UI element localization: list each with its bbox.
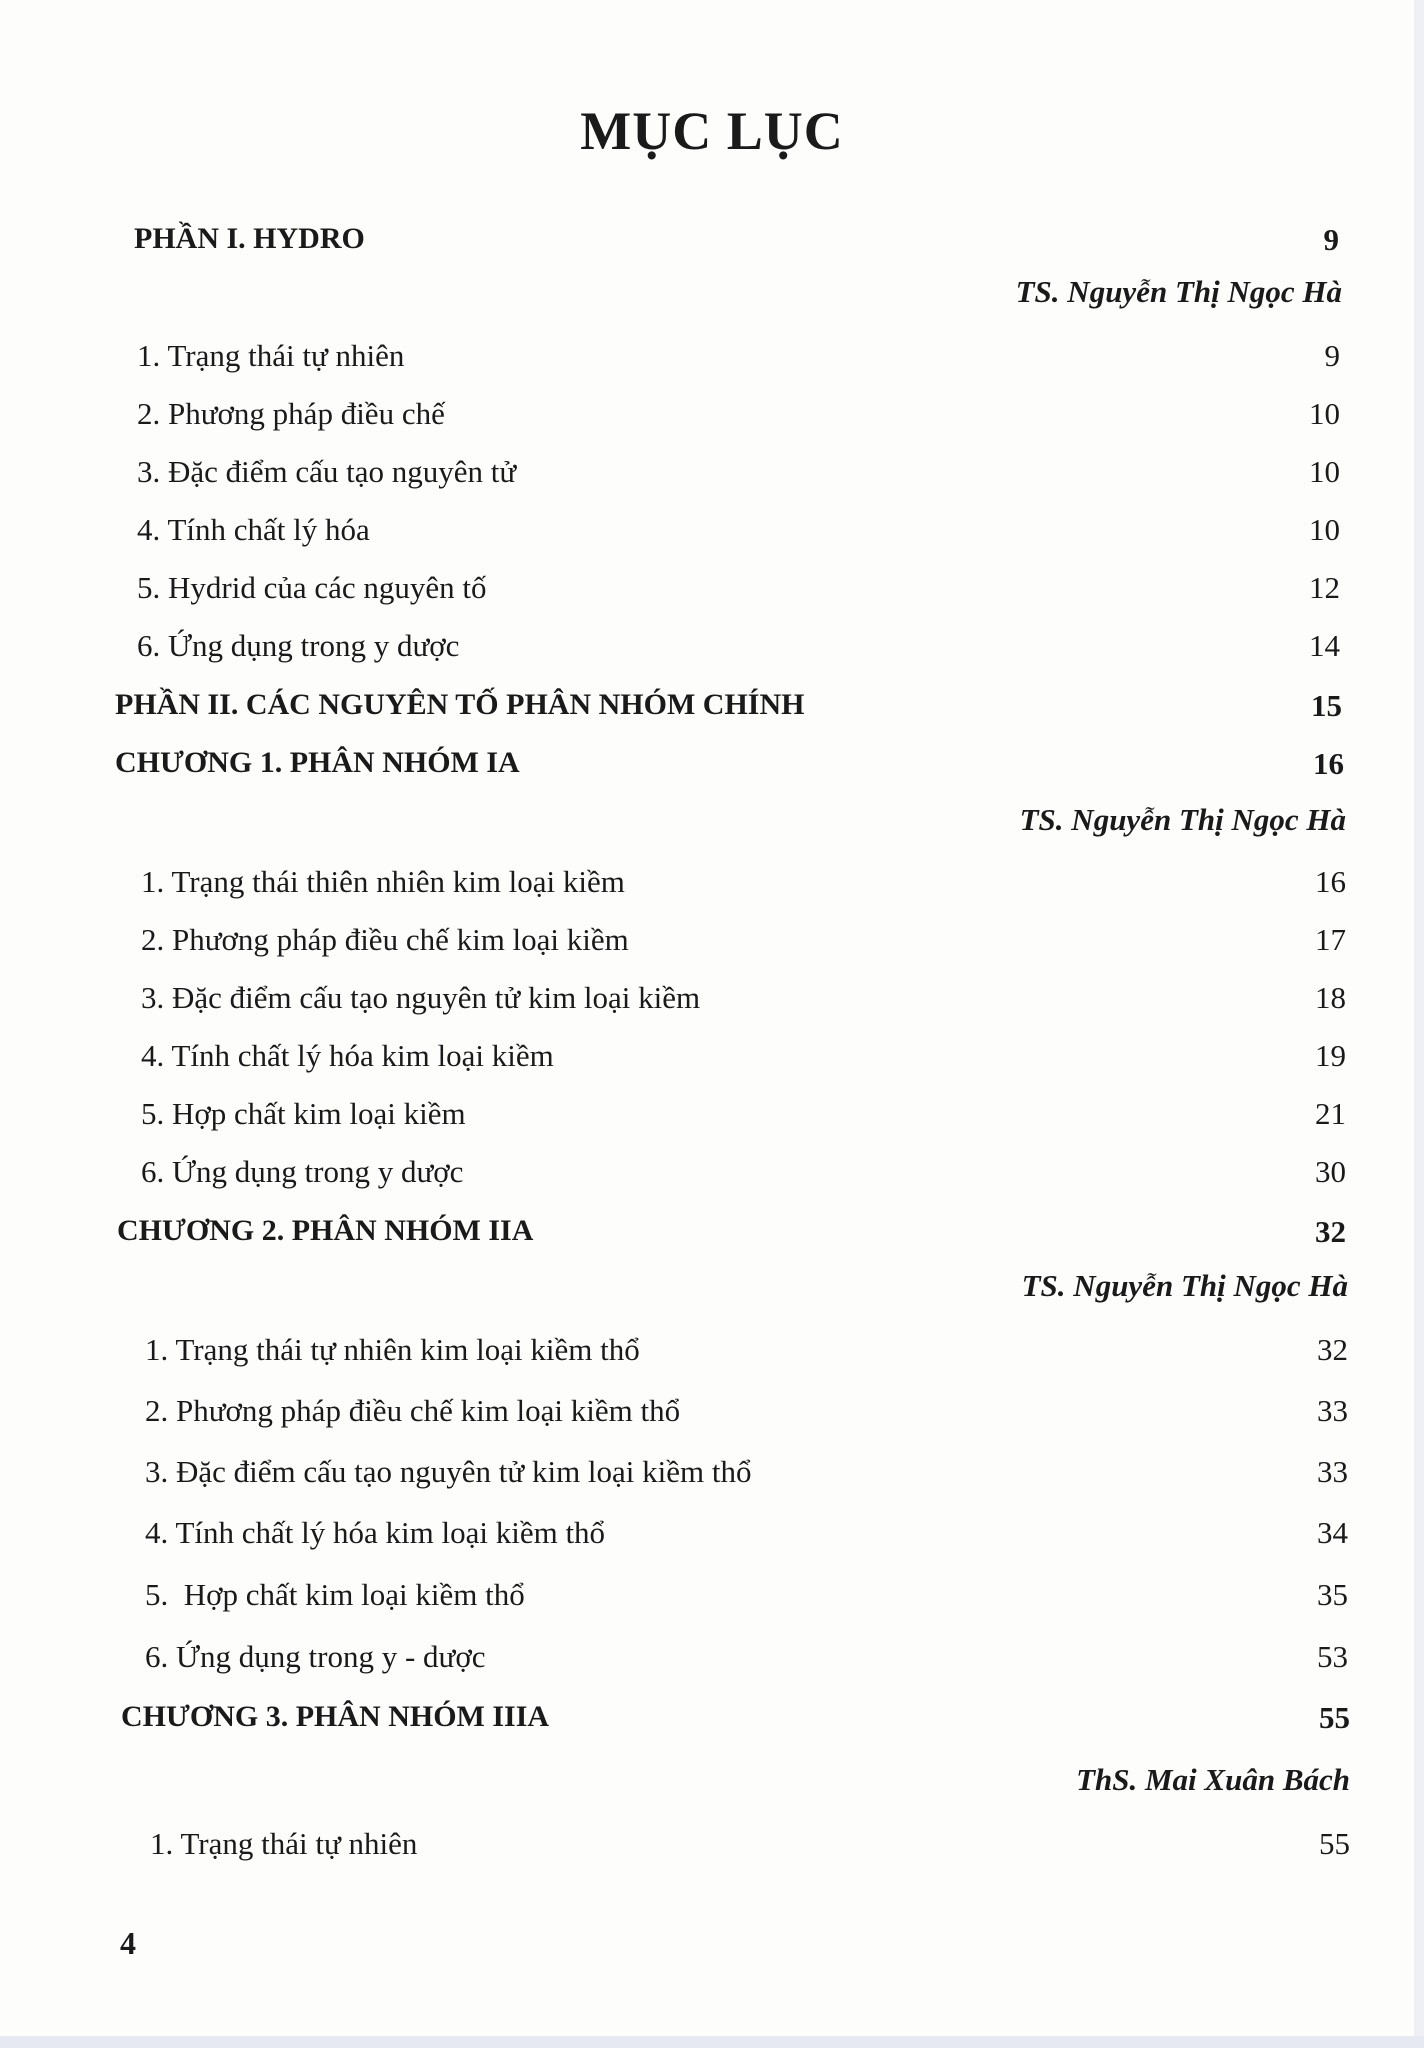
toc-entry [0, 628, 1424, 680]
toc-page-number: 14 [1309, 628, 1340, 663]
page-edge-shadow [1414, 0, 1424, 2048]
toc-label: 6. Ứng dụng trong y dược [137, 628, 460, 663]
toc-label: 3. Đặc điểm cấu tạo nguyên tử kim loại kiềm thổ [145, 1454, 752, 1489]
toc-entry [0, 1454, 1424, 1506]
toc-label: 2. Phương pháp điều chế kim loại kiềm thổ [145, 1393, 681, 1428]
toc-page-number: 55 [1319, 1826, 1350, 1861]
toc-author: TS. Nguyễn Thị Ngọc Hà [1019, 802, 1346, 837]
toc-label: 6. Ứng dụng trong y - dược [145, 1639, 486, 1674]
toc-label: 5. Hydrid của các nguyên tố [137, 570, 487, 605]
toc-page-number: 18 [1315, 980, 1346, 1015]
toc-entry [0, 1515, 1424, 1567]
toc-page-number: 9 [1324, 338, 1340, 373]
toc-entry [0, 396, 1424, 448]
toc-entry [0, 1639, 1424, 1691]
toc-chapter-heading [0, 1700, 1424, 1752]
toc-label: CHƯƠNG 2. PHÂN NHÓM IIA [117, 1214, 534, 1247]
toc-page-number: 53 [1317, 1639, 1348, 1674]
toc-chapter-heading [0, 1214, 1424, 1266]
toc-label: 5. Hợp chất kim loại kiềm [141, 1096, 466, 1131]
toc-author: TS. Nguyễn Thị Ngọc Hà [1015, 274, 1342, 309]
toc-entry [0, 980, 1424, 1032]
toc-page-number: 10 [1309, 454, 1340, 489]
toc-page-number: 21 [1315, 1096, 1346, 1131]
toc-page-number: 35 [1317, 1577, 1348, 1612]
toc-part-heading [0, 222, 1424, 274]
toc-chapter-heading [0, 746, 1424, 798]
toc-entry [0, 922, 1424, 974]
toc-label: CHƯƠNG 1. PHÂN NHÓM IA [115, 746, 520, 779]
toc-page-number: 33 [1317, 1393, 1348, 1428]
toc-author: TS. Nguyễn Thị Ngọc Hà [1021, 1268, 1348, 1303]
toc-entry [0, 1096, 1424, 1148]
page-edge-bottom [0, 2036, 1424, 2048]
toc-entry [0, 570, 1424, 622]
toc-entry [0, 1826, 1424, 1878]
toc-label: 2. Phương pháp điều chế kim loại kiềm [141, 922, 629, 957]
toc-entry [0, 338, 1424, 390]
toc-page-number: 10 [1309, 396, 1340, 431]
toc-entry [0, 1393, 1424, 1445]
toc-label: PHẦN II. CÁC NGUYÊN TỐ PHÂN NHÓM CHÍNH [115, 688, 805, 721]
toc-label: 5. Hợp chất kim loại kiềm thổ [145, 1577, 525, 1612]
toc-page-number: 32 [1315, 1214, 1346, 1249]
toc-label: 2. Phương pháp điều chế [137, 396, 445, 431]
toc-label: 1. Trạng thái tự nhiên [150, 1826, 418, 1861]
toc-label: 4. Tính chất lý hóa kim loại kiềm thổ [145, 1515, 606, 1550]
toc-page-number: 33 [1317, 1454, 1348, 1489]
toc-label: 1. Trạng thái tự nhiên kim loại kiềm thổ [145, 1332, 640, 1367]
toc-entry [0, 1332, 1424, 1384]
toc-page-number: 32 [1317, 1332, 1348, 1367]
toc-entry [0, 454, 1424, 506]
toc-page-number: 16 [1313, 746, 1344, 781]
toc-label: 1. Trạng thái tự nhiên [137, 338, 405, 373]
page-number-footer: 4 [120, 1925, 136, 1961]
toc-page-number: 30 [1315, 1154, 1346, 1189]
toc-label: 3. Đặc điểm cấu tạo nguyên tử [137, 454, 517, 489]
toc-page-number: 12 [1309, 570, 1340, 605]
toc-page-number: 9 [1323, 222, 1339, 257]
toc-label: 1. Trạng thái thiên nhiên kim loại kiềm [141, 864, 625, 899]
toc-entry [0, 1154, 1424, 1206]
toc-label: CHƯƠNG 3. PHÂN NHÓM IIIA [121, 1700, 550, 1733]
toc-page-number: 16 [1315, 864, 1346, 899]
toc-label: 4. Tính chất lý hóa kim loại kiềm [141, 1038, 554, 1073]
toc-label: PHẦN I. HYDRO [134, 222, 365, 255]
toc-entry [0, 512, 1424, 564]
toc-page-number: 55 [1319, 1700, 1350, 1735]
toc-page-number: 19 [1315, 1038, 1346, 1073]
toc-entry [0, 1038, 1424, 1090]
toc-page-number: 34 [1317, 1515, 1348, 1550]
toc-page-number: 15 [1311, 688, 1342, 723]
toc-author: ThS. Mai Xuân Bách [1076, 1762, 1350, 1797]
page-title: MỤC LỤC [580, 101, 844, 161]
toc-page-number: 10 [1309, 512, 1340, 547]
toc-label: 3. Đặc điểm cấu tạo nguyên tử kim loại kiềm [141, 980, 701, 1015]
toc-entry [0, 864, 1424, 916]
toc-page-number: 17 [1315, 922, 1346, 957]
toc-entry [0, 1577, 1424, 1629]
toc-label: 6. Ứng dụng trong y dược [141, 1154, 464, 1189]
toc-part-heading [0, 688, 1424, 740]
toc-label: 4. Tính chất lý hóa [137, 512, 370, 547]
